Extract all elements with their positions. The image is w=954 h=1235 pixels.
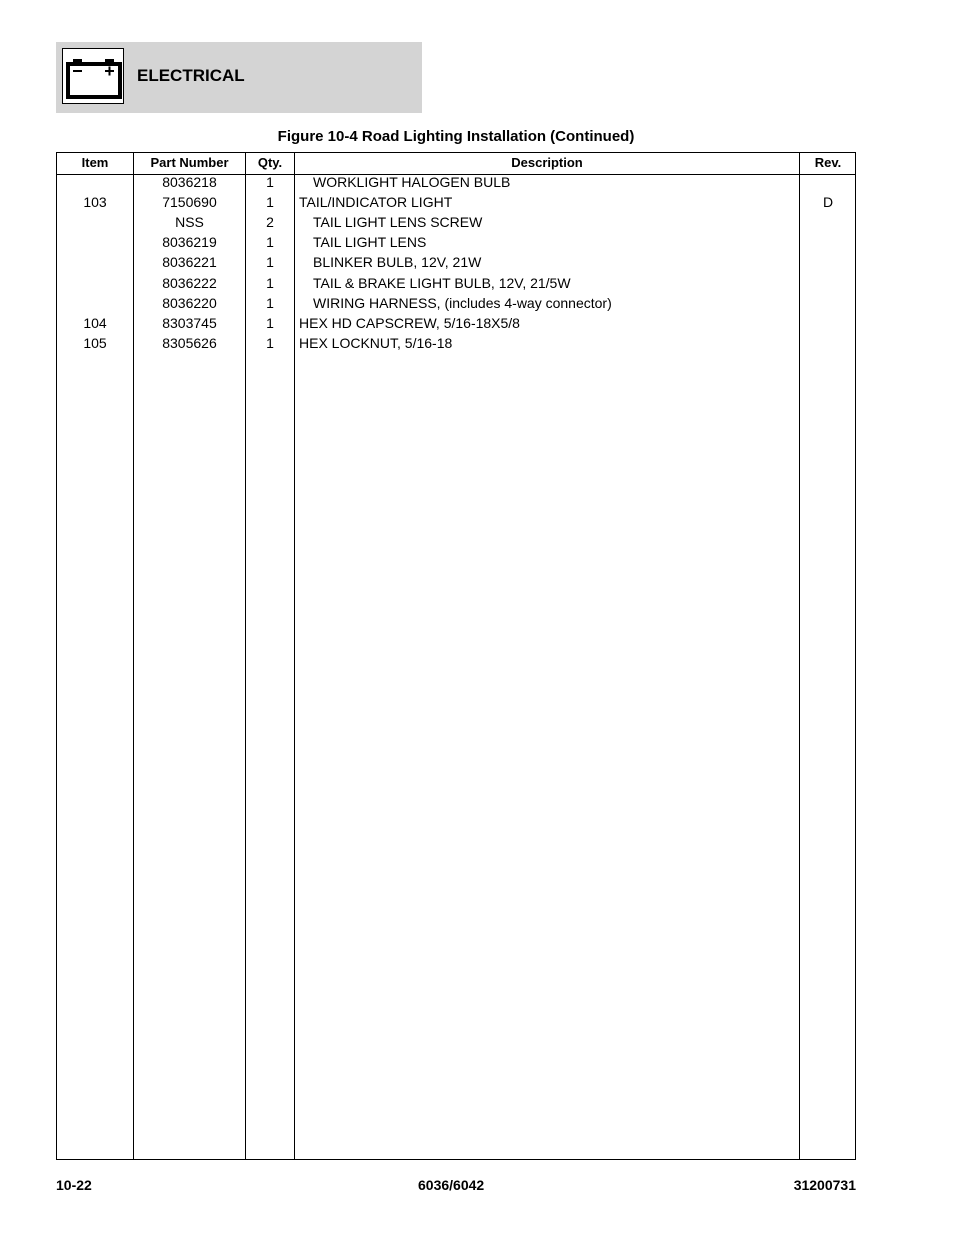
table-row xyxy=(57,313,855,333)
description-cell: TAIL/INDICATOR LIGHT xyxy=(299,194,453,210)
table-row xyxy=(57,273,855,293)
header-qty: Qty. xyxy=(257,155,283,170)
model-number: 6036/6042 xyxy=(418,1177,485,1193)
description-cell: TAIL & BRAKE LIGHT BULB, 12V, 21/5W xyxy=(313,275,571,291)
qty-cell: 1 xyxy=(266,234,274,250)
table-row xyxy=(57,252,855,272)
qty-cell: 1 xyxy=(266,335,274,351)
description-cell: BLINKER BULB, 12V, 21W xyxy=(313,254,482,270)
qty-cell: 2 xyxy=(266,214,274,230)
table-row xyxy=(57,212,855,232)
parts-table xyxy=(56,152,856,1160)
part-number-cell: 8036221 xyxy=(162,254,217,270)
description-cell: HEX HD CAPSCREW, 5/16-18X5/8 xyxy=(299,315,520,331)
figure-title: Figure 10-4 Road Lighting Installation (Continued) xyxy=(277,128,635,145)
battery-icon xyxy=(62,48,124,104)
qty-cell: 1 xyxy=(266,295,274,311)
page-number: 10-22 xyxy=(56,1177,92,1193)
table-row xyxy=(57,232,855,252)
section-header xyxy=(56,42,422,113)
description-cell: WORKLIGHT HALOGEN BULB xyxy=(313,174,511,190)
item-cell: 103 xyxy=(83,194,107,210)
part-number-cell: 8036218 xyxy=(162,174,217,190)
header-rev: Rev. xyxy=(814,155,842,170)
table-row xyxy=(57,333,855,353)
part-number-cell: 8305626 xyxy=(162,335,217,351)
rev-cell: D xyxy=(822,194,834,210)
document-number: 31200731 xyxy=(793,1177,856,1193)
qty-cell: 1 xyxy=(266,254,274,270)
header-description: Description xyxy=(511,155,583,170)
qty-cell: 1 xyxy=(266,275,274,291)
description-cell: HEX LOCKNUT, 5/16-18 xyxy=(299,335,453,351)
part-number-cell: NSS xyxy=(175,214,204,230)
description-cell: TAIL LIGHT LENS SCREW xyxy=(313,214,483,230)
qty-cell: 1 xyxy=(266,315,274,331)
part-number-cell: 8036222 xyxy=(162,275,217,291)
description-cell: TAIL LIGHT LENS xyxy=(313,234,427,250)
part-number-cell: 8036220 xyxy=(162,295,217,311)
item-cell: 105 xyxy=(83,335,107,351)
header-item: Item xyxy=(81,155,109,170)
qty-cell: 1 xyxy=(266,194,274,210)
qty-cell: 1 xyxy=(266,174,274,190)
table-row xyxy=(57,192,855,212)
table-row xyxy=(57,293,855,313)
part-number-cell: 7150690 xyxy=(162,194,217,210)
description-cell: WIRING HARNESS, (includes 4-way connector) xyxy=(313,295,612,311)
header-part-number: Part Number xyxy=(150,155,229,170)
item-cell: 104 xyxy=(83,315,107,331)
part-number-cell: 8303745 xyxy=(162,315,217,331)
section-title: ELECTRICAL xyxy=(137,66,245,85)
table-row xyxy=(57,172,855,192)
part-number-cell: 8036219 xyxy=(162,234,217,250)
